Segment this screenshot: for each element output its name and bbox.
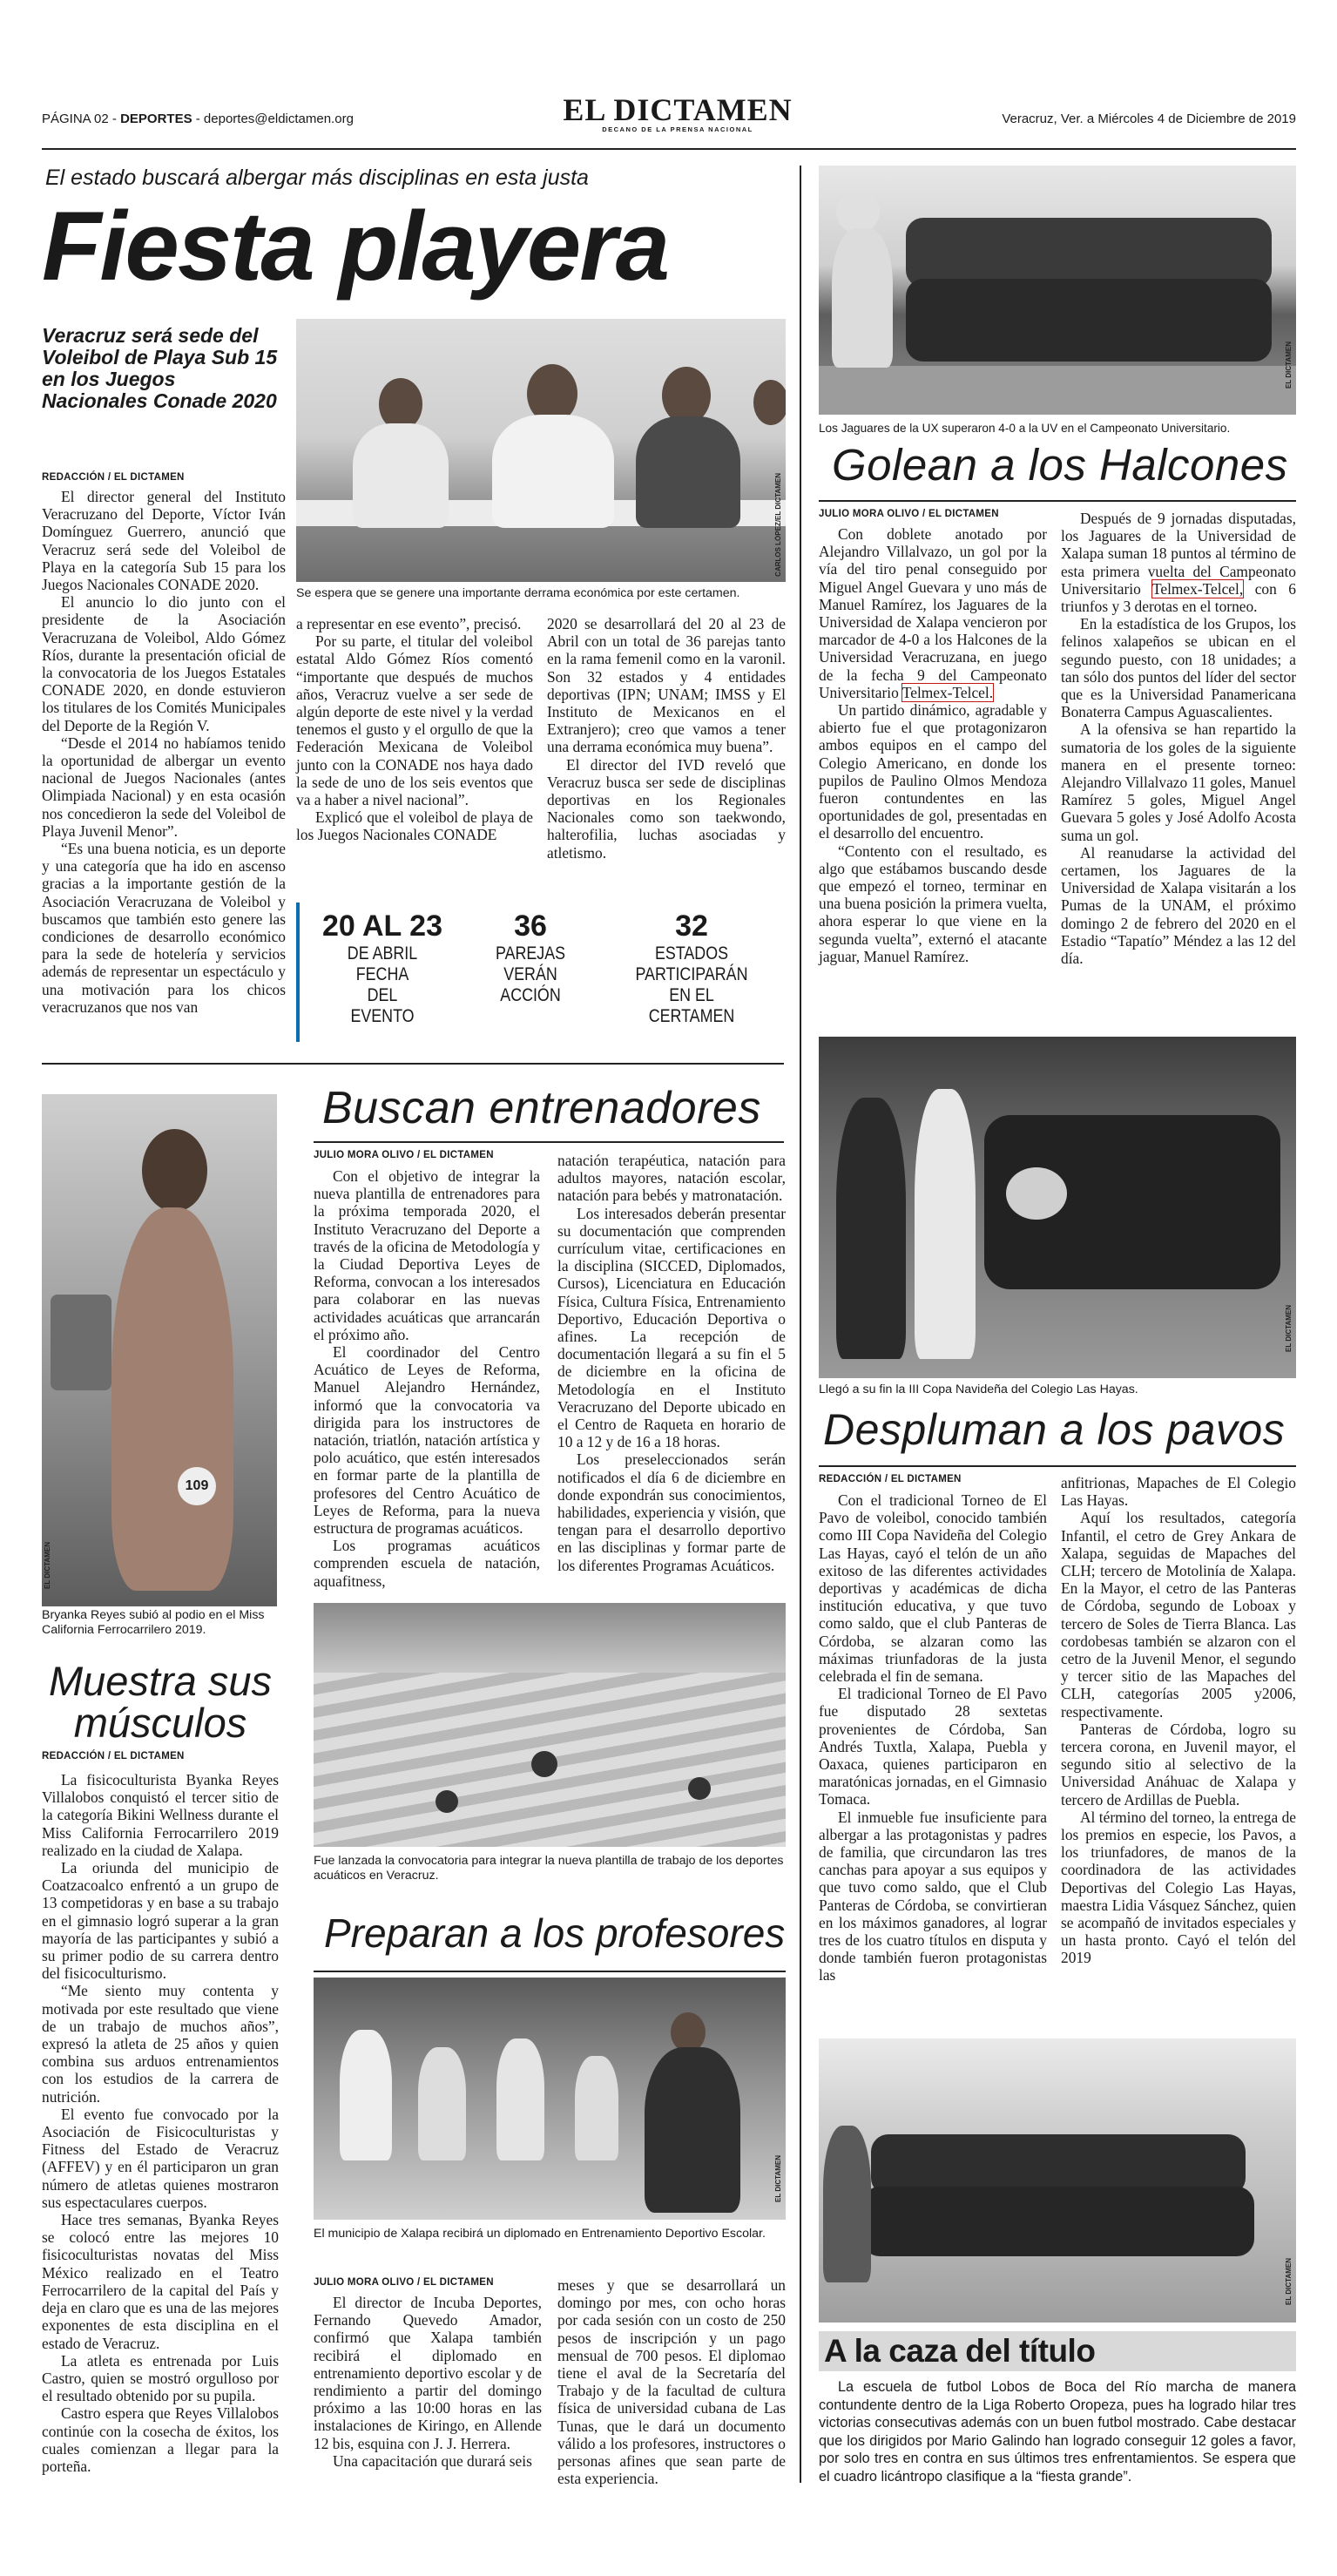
titulo-header-band [819,2331,1296,2371]
page-header: PÁGINA 02 - DEPORTES - deportes@eldictamen.org EL DICTAMEN DECANO DE LA PRENSA NACIONAL Veracruz, Ver. a Miércoles 4 de Diciembre de 2019 [42,105,1296,139]
titulo-body: La escuela de futbol Lobos de Boca del Río marcha de manera contundente dentro de la Liga Roberto Oropeza, pues ha logrado hilar tres victorias consecutivas además con un buen futbol mostrado. Cabe destacar que los dirigidos por Mario Galindo han logrado conseguir 12 goles a favor, por solo tres en contra en sus últimos tres enfrentamientos. Se espera que el cuadro licántropo clasifique a la “fiesta grande”. [819,2379,1296,2485]
fiesta-kicker: El estado buscará albergar más disciplinas en esta justa [45,166,589,190]
section-name: DEPORTES [120,112,192,126]
titulo-title: A la caza del título [824,2333,1096,2369]
section-email: deportes@eldictamen.org [203,112,354,126]
bib-number: 109 [178,1467,216,1505]
entrenadores-caption: Fue lanzada la convocatoria para integrar la nueva plantilla de trabajo de los deportes acuáticos en Veracruz. [314,1854,784,1883]
pavos-byline: REDACCIÓN / EL DICTAMEN [819,1474,962,1484]
profesores-photo-credit: EL DICTAMEN [774,2155,782,2202]
team-row-back [906,218,1272,287]
fiesta-col2: a representar en ese evento”, precisó. Por su parte, el titular del voleibol estatal Aldo Gómez Ríos comentó “importante que después de muchos años, Veracruz vuelve a ser sede de algún deporte de este nivel y la verdad tenemos el gusto y el orgullo de que la Federación Mexicana de Voleibol junto con la CONADE nos haya dado la sede de uno de los seis eventos que va a haber a nivel nacional”. Explicó que el voleibol de playa de los Juegos Nacionales CONADE [296,615,533,844]
pavos-photo-credit: EL DICTAMEN [1285,1305,1293,1352]
fiesta-col3: 2020 se desarrollará del 20 al 23 de Abril con un total de 36 parejas tanto en la rama femenil como en la varonil. Son 32 estados y 4 entidades deportivas (IPN; UNAM; IMSS y El Instituto de Mexicanos en el Extranjero); creo que vamos a tener una derrama económica muy buena”. El director del IVD reveló que Veracruz busca ser sede de disciplinas deportivas en los Regionales Nacionales como son taekwondo, halterofilia, luchas asociadas y atletismo. [547,615,786,862]
halcones-rule [819,500,1296,502]
profesores-rule [314,1971,786,1972]
halcones-col1: Con doblete anotado por Alejandro Villalvazo, un gol por la vía del tiro penal conseguido por Miguel Angel Guevara y uno más de Manuel Ramírez, los Jaguares de la Universidad de Xalapa vencieron por marcador de 4-0 a los Halcones de la Universidad Veracruzana, en juego de la fecha 9 del Campeonato Universitario Telmex-Telcel. Un partido dinámico, agradable y abierto fue el que protagonizaron ambos equipos en el campo del Colegio Americano, en donde los pupilos de Paulino Olmos Mendoza fueron contundentes en las oportunidades de gol, presentadas en el desarrollo del encuentro. “Contento con el resultado, es algo que estábamos buscando desde que empezó el torneo, terminar en una buena posición la primera vuelta, ahora esperar lo que viene en la segunda vuelta”, externó el atacante jaguar, Manuel Ramírez. [819,525,1047,965]
entrenadores-rule [314,1141,784,1143]
profesores-byline: JULIO MORA OLIVO / EL DICTAMEN [314,2277,494,2288]
halcones-photo-credit: EL DICTAMEN [1285,341,1293,389]
stat-states: 32 ESTADOS PARTICIPARÁN EN EL CERTAMEN [635,909,748,1026]
entrenadores-col1: Con el objetivo de integrar la nueva plantilla de entrenadores para la próxima temporada 2020, el Instituto Veracruzano del Deporte a través de la oficina de Metodología y la Ciudad Deportiva Leyes de Reforma, convocan a los interesados para colaborar en las nuevas actividades acuáticas que arrancarán el próximo año. El coordinador del Centro Acuático de Leyes de Reforma, Manuel Alejandro Hernández, informó que la convocatoria va dirigida para los instructores de natación, triatlón, natación artística y polo acuático, que estén interesados en formar parte de la plantilla de profesores del Centro Acuático de Leyes de Reforma, para la nueva estructura de programas acuáticos. Los programas acuáticos comprenden escuela de natación, aquafitness, [314,1167,540,1590]
issue-date: Veracruz, Ver. a Miércoles 4 de Diciembre de 2019 [1002,112,1296,126]
entrenadores-photo [314,1603,786,1847]
profesores-col1: El director de Incuba Deportes, Fernando Quevedo Amador, confirmó que Xalapa también recibirá el diplomado en entrenamiento deportivo escolar y de rendimiento a partir del domingo próximo a las 10:00 horas en las instalaciones de Kiringo, en Allende 12 bis, esquina con J. J. Herrera. Una capacitación que durará seis [314,2294,542,2470]
fiesta-byline: REDACCIÓN / EL DICTAMEN [42,472,185,483]
column-divider [800,166,801,2483]
pavos-col1: Con el tradicional Torneo de El Pavo de voleibol, conocido también como III Copa Navideña del Colegio Las Hayas, cayó el telón de un año exitoso de las diferentes actividades deportivas y académicas de dicha institución educativa, y que tuvo como saldo, que el club Panteras de Córdoba, se alzaran como las máximas triunfadoras de la justa celebrada el fin de semana. El tradicional Torneo de El Pavo fue disputado 28 sextetas provenientes de Córdoba, San Andrés Tuxtla, Xalapa, Puebla y Oaxaca, quienes participaron en maratónicas jornadas, en el Gimnasio Tomaca. El inmueble fue insuficiente para albergar a las protagonistas y padres de familia, que circundaron las tres canchas para apoyar a sus equipos y que tuvo como saldo, que el Club Panteras de Córdoba, se convirtieran en los máximos ganadores, al lograr tres de los cuatro títulos en disputa y donde también fueron protagonistas las [819,1491,1047,1984]
team-row-front [862,2187,1254,2256]
halcones-byline: JULIO MORA OLIVO / EL DICTAMEN [819,509,999,519]
sponsor-highlight: Telmex-Telcel, [1151,579,1244,598]
profesores-col2: meses y que se desarrollará un domingo por mes, con ocho horas por cada sesión con un costo de 250 pesos de inscripción y un pago mensual de 700 pesos. El diplomao tiene el aval de la Secretaría del Trabajo y de la facultad de cultura física de universidad cubana de Las Tunas, que le dará un documento válido a los profesores, instructores o personas afines que sean parte de esta experiencia. [557,2276,786,2488]
musculos-photo-credit: EL DICTAMEN [44,1542,51,1589]
paper-name: EL DICTAMEN [563,92,793,127]
entrenadores-title: Buscan entrenadores [322,1083,761,1133]
profesores-caption: El municipio de Xalapa recibirá un diplomado en Entrenamiento Deportivo Escolar. [314,2227,766,2241]
paper-logo [547,94,808,138]
musculos-caption: Bryanka Reyes subió al podio en el Miss California Ferrocarrilero 2019. [42,1608,265,1637]
pool-deck [314,1603,786,1673]
sponsor-highlight: Telmex-Telcel. [901,683,994,701]
halcones-col2: Después de 9 jornadas disputadas, los Jaguares de la Universidad de Xalapa suman 18 puntos al término de esta primera vuelta del Campeonato Universitario Telmex-Telcel, con 6 triunfos y 3 derotas en el torneo. En la estadística de los Grupos, los felinos xalapeños se ubican en el segundo puesto, con 18 unidades; a tan sólo dos puntos del líder del sector que es la Universidad Panamericana Bonaterra Campus Aguascalientes. A la ofensiva se han repartido la sumatoria de los goles de la siguiente manera en el presente torneo: Alejandro Villalvazo 11 goles, Manuel Ramírez 5 goles, Miguel Angel Guevara 5 goles y José Adolfo Acosta suma un gol. Al reanudarse la actividad del certamen, los Jaguares de la Universidad de Xalapa visitarán a los Pumas de la UNAM, el próximo domingo 2 de febrero del 2020 en el Estadio “Tapatío” Méndez a las 12 del día. [1061,510,1296,968]
profesores-title: Preparan a los profesores [324,1910,786,1956]
titulo-photo-credit: EL DICTAMEN [1285,2258,1293,2305]
musculos-title: Muestra sus músculos [49,1658,272,1746]
instructor [645,2047,740,2213]
pavos-title: Despluman a los pavos [823,1405,1286,1454]
fiesta-photo-credit: CARLOS LÓPEZ/EL DICTAMEN [774,473,782,577]
musculos-body: La fisicoculturista Byanka Reyes Villalobos conquistó el tercer sitio de la categoría Bikini Wellness durante el Miss California Ferrocarrilero 2019 realizado en la ciudad de Xalapa. La oriunda del municipio de Coatzacoalco enfrentó a un grupo de 13 competidoras y en base a su trabajo en el gimnasio logró superar a la gran mayoría de las participantes y subió a su primer podio de su carrera dentro del fisicoculturismo. “Me siento muy contenta y motivada por este resultado que viene de un trabajo de muchos años”, expresó la atleta de 25 años y quien combina sus arduos entrenamientos con los estudios de la carrera de nutrición. El evento fue convocado por la Asociación de Fisicoculturistas y Fitness del Estado de Veracruz (AFFEV) y en él participaron un gran número de atletas quienes mostraron sus espectaculares cuerpos. Hace tres semanas, Byanka Reyes se colocó entre las mejores 10 fisicoculturistas novatas del Miss México realizado en el Teatro Ferrocarrilero de la capital del País y deja en claro que es una de las mejores exponentes de esta disciplina en el estado de Veracruz. La atleta es entrenada por Luis Castro, quien se mostró orgulloso por el resultado obtenido por su pupila. Castro espera que Reyes Villalobos continúe con la cosecha de éxitos, los cuales comienzan a llegar para la porteña. [42,1771,279,2475]
halcones-title: Golean a los Halcones [832,440,1288,490]
pavos-caption: Llegó a su fin la III Copa Navideña del Colegio Las Hayas. [819,1383,1138,1396]
fiesta-caption: Se espera que se genere una importante derrama económica por este certamen. [296,586,740,600]
musculos-photo [42,1094,277,1606]
paper-tagline: DECANO DE LA PRENSA NACIONAL [602,125,753,133]
fiesta-title: Fiesta playera [42,192,669,301]
titulo-photo [819,2038,1296,2322]
profesores-photo [314,1978,786,2220]
trophy [1006,1167,1067,1220]
halcones-caption: Los Jaguares de la UX superaron 4-0 a la UV en el Campeonato Universitario. [819,422,1231,435]
stat-dates: 20 AL 23 DE ABRIL FECHA DEL EVENTO [322,909,442,1026]
section-divider [42,1063,784,1065]
musculos-byline: REDACCIÓN / EL DICTAMEN [42,1751,185,1761]
page-number: PÁGINA 02 [42,112,109,126]
halcones-photo [819,166,1296,415]
header-rule [42,148,1296,150]
pavos-rule [819,1465,1296,1467]
fiesta-stats-box [296,903,789,1042]
field [819,366,1296,415]
pavos-photo [819,1037,1296,1378]
trophy [51,1295,111,1390]
entrenadores-col2: natación terapéutica, natación para adultos mayores, natación escolar, natación para bebés y matronatación. Los interesados deberán presentar su documentación que comprenden currículum vitae, certificaciones en la disciplina (SICCED, Diplomados, Cursos), Licenciatura en Educación Física, Cultura Física, Entrenamiento Deportivo, Educación Deportiva o afines. La recepción de documentación llegará a su fin el 5 de diciembre en la oficina de Metodología en el Instituto Veracruzano del Deporte ubicado en el Centro de Raqueta en horario de 10 a 12 y de 16 a 18 horas. Los preseleccionados serán notificados el día 6 de diciembre en donde expondrán sus conocimientos, habilidades, experiencia y visión, que tengan para el desarrollo deportivo en las disciplinas y formar parte de los diferentes Programas Acuáticos. [557,1152,786,1574]
fiesta-col1: El director general del Instituto Veracruzano del Deporte, Víctor Iván Domínguez Guerrero, anunció que Veracruz será sede del Voleibol de Playa en la categoría Sub 15 para los Juegos Nacionales CONADE 2020. El anuncio lo dio junto con el presidente de la Asociación Veracruzana de Voleibol, Aldo Gómez Ríos, durante la presentación oficial de la convocatoria de los Juegos Estatales CONADE 2020, en donde estuvieron los titulares de los Comités Municipales del Deporte de la Región V. “Desde el 2014 no habíamos tenido la oportunidad de albergar un evento nacional de Juegos Nacionales (antes Olimpiada Nacional) y en esta ocasión nos concedieron la sede del Voleibol de Playa Juvenil Menor”. “Es una buena noticia, es un deporte y una categoría que ha ido en ascenso gracias a la importante gestión de la Asociación Veracruzana de Voleibol y buscamos que también esto genere las condiciones de desarrollo económico para la sede de hotelería y servicios además de representar un espectáculo y una motivación para los chicos veracruzanos que nos van [42,488,286,1016]
pavos-col2: anfitrionas, Mapaches de El Colegio Las Hayas. Aquí los resultados, categoría Infantil, el cetro de Grey Ankara de Xalapa, seguidas de Mapaches del CLH; tercero de Motolinía de Xalapa. En la Mayor, el cetro de las Panteras de Córdoba, segundo de Loboax y tercero de Soles de Tierra Blanca. Las cordobesas también se alzaron con el cetro de la Juvenil Menor, el segundo y tercer sitio de las Mapaches del CLH, categorías 2005 y2006, respectivamente. Panteras de Córdoba, logro su tercera corona, en Juvenil mayor, el segundo sitio al selectivo de la Universidad Anáhuac de Xalapa y tercero de Ardillas de Puebla. Al término del torneo, la entrega de los premios en especie, los Pavos, a los triunfadores, de manos de la coordinadora de las actividades Deportivas del Colegio Las Hayas, maestra Lidia Vásquez Sánchez, quien se acompañó de invitados especiales y un hasta pronto. Cayó el telón del 2019 [1061,1474,1296,1967]
athlete [111,1207,233,1591]
fiesta-subhead: Veracruz será sede del Voleibol de Playa Sub 15 en los Juegos Nacionales Conade 2020 [42,324,278,412]
mascot [836,190,880,233]
entrenadores-byline: JULIO MORA OLIVO / EL DICTAMEN [314,1150,494,1160]
team-row-front [906,279,1272,362]
fiesta-photo [296,319,786,582]
stat-pairs: 36 PAREJAS VERÁN ACCIÓN [495,909,566,1005]
